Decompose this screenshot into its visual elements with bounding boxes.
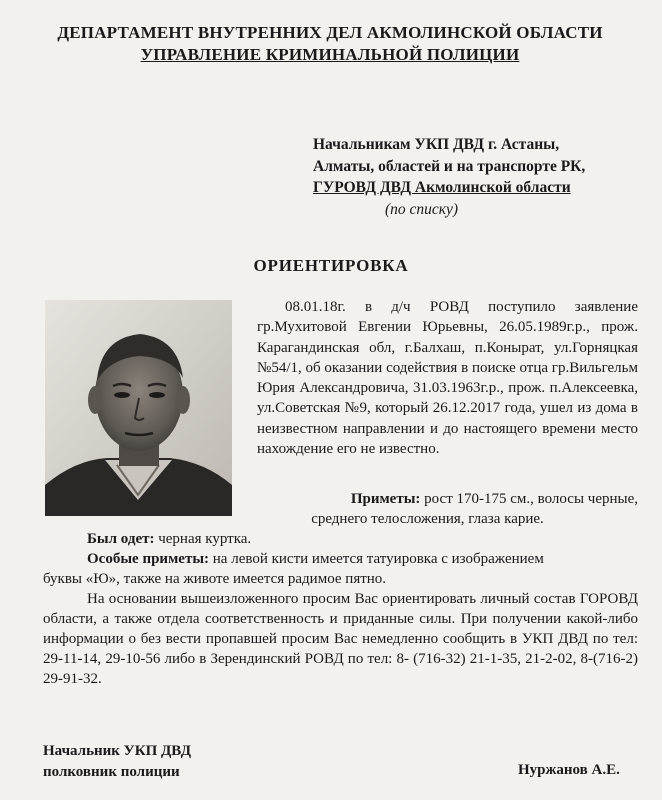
- special-signs-line-2: буквы «Ю», также на животе имеется радимое пятно.: [43, 571, 387, 587]
- clothing-text: черная куртка.: [158, 531, 252, 547]
- signatory-position: Начальник УКП ДВД: [43, 743, 192, 759]
- request-paragraph: На основании вышеизложенного просим Вас ориентировать личный состав ГОРОВД области, а также отдела соответственность и приданные силы. При получении какой-либо информации о без вести пропавшей просим Вас немедленно сообщить в УКП ДВД по тел: 29-11-14, 29-10-56 либо в Зерендинский РОВД по тел: 8- (716-32) 21-1-35, 21-2-02, 8-(716-2) 29-91-32.: [43, 591, 638, 687]
- clothing-label: Был одет:: [87, 531, 155, 547]
- document-header: [30, 22, 630, 66]
- description-line-2: среднего телосложения, глаза карие.: [311, 511, 544, 528]
- description-text-1: рост 170-175 см., волосы черные,: [424, 491, 638, 507]
- signatory-name: Нуржанов А.Е.: [518, 762, 620, 778]
- description-block: [257, 489, 638, 530]
- addressee-line-3: ГУРОВД ДВД Акмолинской области: [313, 179, 571, 196]
- signatory-block: [43, 741, 191, 783]
- header-division: УПРАВЛЕНИЕ КРИМИНАЛЬНОЙ ПОЛИЦИИ: [140, 45, 520, 64]
- clothing-line: [43, 529, 638, 549]
- special-signs-text-1: на левой кисти имеется татуировка с изображением: [212, 551, 544, 567]
- addressee-line-1: Начальникам УКП ДВД г. Астаны,: [313, 136, 560, 153]
- document-title: ОРИЕНТИРОВКА: [253, 256, 409, 275]
- addressee-note: (по списку): [385, 200, 459, 218]
- description-line-1: [257, 489, 638, 509]
- addressee-line-2: Алматы, областей и на транспорте РК,: [313, 157, 586, 175]
- special-signs-line: [43, 549, 638, 569]
- lower-body: [43, 529, 638, 689]
- special-signs-label: Особые приметы:: [87, 551, 210, 567]
- person-portrait-icon: [45, 300, 232, 516]
- statement-paragraph: 08.01.18г. в д/ч РОВД поступило заявление гр.Мухитовой Евгении Юрьевны, 26.05.1989г.р., прож. Карагандинская обл, г.Балхаш, п.Конырат, ул.Горняцкая №54/1, об оказании содействия в поиске отца гр.Вильгельм Юрия Александровича, 31.03.1963г.р., прож. п.Алексеевка, ул.Советская №9, который 26.12.2017 года, ушел из дома в неизвестном направлении и до настоящего времени место нахождение его не известно.: [257, 299, 638, 458]
- signatory-rank: полковник полиции: [43, 764, 180, 780]
- header-department: ДЕПАРТАМЕНТ ВНУТРЕННИХ ДЕЛ АКМОЛИНСКОЙ ОБЛАСТИ: [57, 23, 603, 42]
- missing-person-photo: [45, 300, 232, 516]
- addressee-block: [313, 134, 633, 220]
- description-label: Приметы:: [350, 491, 421, 507]
